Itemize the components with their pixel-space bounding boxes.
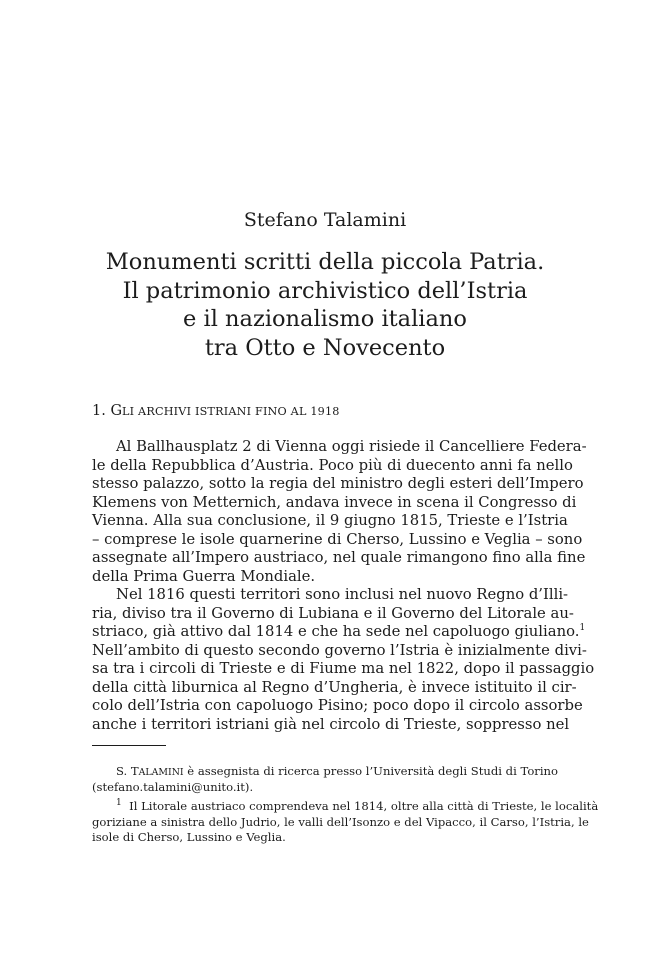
body-line: Nel 1816 questi territori sono inclusi nel nuovo Regno d’Illi- [116,586,569,603]
body-line: stesso palazzo, sotto la regia del ministro degli esteri dell’Impero [92,475,584,492]
body-line: Klemens von Metternich, andava invece in scena il Congresso di [92,493,577,511]
body-line: sa tra i circoli di Trieste e di Fiume ma nel 1822, dopo il passaggio [92,660,595,677]
body-line: della Prima Guerra Mondiale. [92,567,316,585]
title-line: Il patrimonio archivistico dell’Istria [122,277,528,304]
author-note-text: è assegnista di ricerca presso l’Università degli Studi di Torino [183,764,558,778]
author-note-surname: ALAMINI [138,767,184,778]
body-line-with-footnote [92,623,586,642]
body-line: le della Repubblica d’Austria. Poco più di duecento anni fa nello [92,456,573,474]
body-line: Al Ballhausplatz 2 di Vienna oggi risiede il Cancelliere Federa- [116,438,587,455]
footnote-1-line: isole di Cherso, Lussino e Veglia. [92,830,286,844]
article-title [0,248,650,362]
title-line: e il nazionalismo italiano [183,306,467,332]
body-line: colo dell’Istria con capoluogo Pisino; poco dopo il circolo assorbe [92,697,583,714]
author-note-initial: S. T [116,764,139,778]
footnote-1-line: goriziane a sinistra dello Judrio, le valli dell’Isonzo e del Vipacco, il Carso, l’Istria, le [92,814,589,829]
title-line: tra Otto e Novecento [204,334,446,361]
footnote-1-text: Il Litorale austriaco comprendeva nel 1814, oltre alla città di Trieste, le località [129,799,599,813]
author-note-line [92,764,558,780]
title-line: Monumenti scritti della piccola Patria. [105,249,545,275]
body-line: assegnate all’Impero austriaco, nel quale rimangono fino alla fine [92,549,586,566]
footnote-1-line [92,798,599,815]
footnote-marker: 1 [116,798,122,809]
footnotes [92,764,599,846]
author-name: Stefano Talamini [243,209,407,231]
body-text [92,438,595,734]
section-number: 1. [92,403,111,419]
body-line: Vienna. Alla sua conclusione, il 9 giugno 1815, Trieste e l’Istria [92,512,568,529]
body-line: Nell’ambito di questo secondo governo l’Istria è inizialmente divi- [92,641,587,659]
body-line: – comprese le isole quarnerine di Cherso, Lussino e Veglia – sono [92,530,583,548]
section-heading [92,401,552,422]
footnote-separator [92,745,166,746]
body-line-text: striaco, già attivo dal 1814 e che ha sede nel capoluogo giuliano. [92,623,580,640]
body-line: della città liburnica al Regno d’Ungheria, è invece istituito il cir- [92,678,577,696]
body-line: anche i territori istriani già nel circolo di Trieste, soppresso nel [92,715,570,733]
footnote-reference[interactable]: 1 [579,623,586,634]
section-title-rest: LI ARCHIVI ISTRIANI FINO AL 1918 [122,405,340,418]
author-note-email: (stefano.talamini@unito.it). [92,779,254,794]
section-initial: G [110,403,123,419]
body-line: ria, diviso tra il Governo di Lubiana e il Governo del Litorale au- [92,604,574,622]
